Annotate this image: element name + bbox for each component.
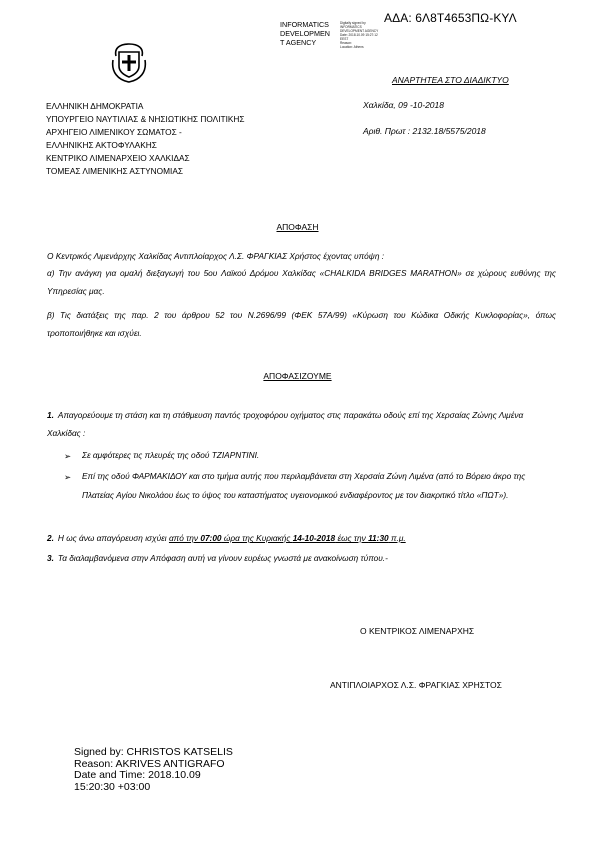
decision-point-3 <box>47 549 556 567</box>
signature-time: 15:20:30 +03:00 <box>74 780 151 793</box>
point-text: Απαγορεύουμε τη στάση και τη στάθμευση παντός τροχοφόρου οχήματος στις παρακάτω οδούς επί της Χερσαίας Ζώνης Λιμένα Χαλκίδας : <box>47 410 524 438</box>
logo-sub-line: INFORMATICS <box>340 25 362 29</box>
digital-signature-block <box>74 747 233 793</box>
logo-sub-line: EEST <box>340 37 349 41</box>
signature-reason: Reason: AKRIVES ANTIGRAFO <box>74 757 225 770</box>
signed-by: Signed by: CHRISTOS KATSELIS <box>74 746 233 758</box>
event-date: 14-10-2018 <box>292 533 336 543</box>
point-number: 3. <box>47 553 54 563</box>
intro-paragraph: Ο Κεντρικός Λιμενάρχης Χαλκίδας Αντιπλοίαρχος Λ.Σ. ΦΡΑΓΚΙΑΣ Χρήστος έχοντας υπόψη : <box>47 251 385 261</box>
logo-line: INFORMATICS <box>280 20 329 29</box>
greek-coat-of-arms-icon <box>110 42 148 84</box>
issuer-line: ΕΛΛΗΝΙΚΗΣ ΑΚΤΟΦΥΛΑΚΗΣ <box>46 140 157 150</box>
arrow-bullet-icon: ➢ <box>64 451 71 461</box>
signatory-role: Ο ΚΕΝΤΡΙΚΟΣ ΛΙΜΕΝΑΡΧΗΣ <box>360 626 475 636</box>
consideration-a: α) Την ανάγκη για ομαλή διεξαγωγή του 5ου Λαϊκού Δρόμου Χαλκίδας «CHALKIDA BRIDGES MARATHON» σε χώρους ευθύνης της Υπηρεσίας μας. <box>47 268 556 296</box>
logo-sub-line: Date: 2018.10.09 15:27:12 <box>340 33 378 37</box>
logo-sub-line: Reason: <box>340 41 352 45</box>
logo-line: DEVELOPMEN <box>280 29 330 38</box>
point-number: 2. <box>47 533 54 543</box>
we-decide-title: ΑΠΟΦΑΣΙΖΟΥΜΕ <box>263 371 332 381</box>
point-text-underlined: από την <box>168 533 201 543</box>
issuer-line: ΥΠΟΥΡΓΕΙΟ ΝΑΥΤΙΛΙΑΣ & ΝΗΣΙΩΤΙΚΗΣ ΠΟΛΙΤΙΚΗΣ <box>46 114 245 124</box>
ada-code: ΑΔΑ: 6Λ8Τ4653ΠΩ-ΚΥΛ <box>384 11 517 25</box>
end-time: 11:30 <box>368 533 389 543</box>
signature-date: Date and Time: 2018.10.09 <box>74 769 201 781</box>
logo-line: T AGENCY <box>280 38 317 47</box>
logo-sub-line: Location: Athens <box>340 45 364 49</box>
point-text-underlined: ώρα της Κυριακής <box>221 533 293 543</box>
point-text-underlined: έως την <box>335 533 369 543</box>
posted-online-note: ΑΝΑΡΤΗΤΕΑ ΣΤΟ ΔΙΑΔΙΚΤΥΟ <box>392 75 509 85</box>
protocol-number: Αριθ. Πρωτ : 2132.18/5575/2018 <box>363 126 486 136</box>
signatory-name: ΑΝΤΙΠΛΟΙΑΡΧΟΣ Λ.Σ. ΦΡΑΓΚΙΑΣ ΧΡΗΣΤΟΣ <box>330 680 502 690</box>
informatics-agency-logo <box>280 20 398 56</box>
issuer-line: ΑΡΧΗΓΕΙΟ ΛΙΜΕΝΙΚΟΥ ΣΩΜΑΤΟΣ - <box>46 127 182 137</box>
point-text-underlined: π.μ. <box>388 533 406 543</box>
bullet-item-2: Επί της οδού ΦΑΡΜΑΚΙΔΟΥ και στο τμήμα αυτής που περιλαμβάνεται στη Χερσαία Ζώνη Λιμένα (από το Βόρειο άκρο της Πλατείας Αγίου Νικολάου έως το ύψος του καταστήματος υγειονομικού ενδιαφέροντος με τον διακριτικό τίτλο «ΠΩΤ»). <box>82 471 526 500</box>
start-time: 07:00 <box>200 533 222 543</box>
decision-title: ΑΠΟΦΑΣΗ <box>276 222 319 232</box>
document-date: Χαλκίδα, 09 -10-2018 <box>363 100 444 110</box>
issuer-block <box>46 100 245 178</box>
consideration-b: β) Τις διατάξεις της παρ. 2 του άρθρου 52 του Ν.2696/99 (ΦΕΚ 57Α/99) «Κύρωση του Κώδικα Οδικής Κυκλοφορίας», όπως τροποποιήθηκε και ισχύει. <box>47 310 556 338</box>
logo-sub-line: DEVELOPMENT AGENCY <box>340 29 379 33</box>
bullet-item-1: Σε αμφότερες τις πλευρές της οδού ΤΖΙΑΡΝΤΙΝΙ. <box>82 450 260 460</box>
logo-text <box>280 20 330 47</box>
arrow-bullet-icon: ➢ <box>64 472 71 482</box>
logo-sub-line: Digitally signed by <box>340 21 366 25</box>
point-number: 1. <box>47 410 54 420</box>
decision-point-1 <box>47 406 556 442</box>
decision-point-2 <box>47 529 556 547</box>
point-text: Τα διαλαμβανόμενα στην Απόφαση αυτή να γίνουν ευρέως γνωστά με ανακοίνωση τύπου.- <box>57 553 388 563</box>
issuer-line: ΕΛΛΗΝΙΚΗ ΔΗΜΟΚΡΑΤΙΑ <box>46 101 144 111</box>
logo-signature-text <box>340 21 378 49</box>
issuer-line: ΚΕΝΤΡΙΚΟ ΛΙΜΕΝΑΡΧΕΙΟ ΧΑΛΚΙΔΑΣ <box>46 153 190 163</box>
issuer-line: ΤΟΜΕΑΣ ΛΙΜΕΝΙΚΗΣ ΑΣΤΥΝΟΜΙΑΣ <box>46 166 184 176</box>
point-text: Η ως άνω απαγόρευση ισχύει <box>57 533 169 543</box>
